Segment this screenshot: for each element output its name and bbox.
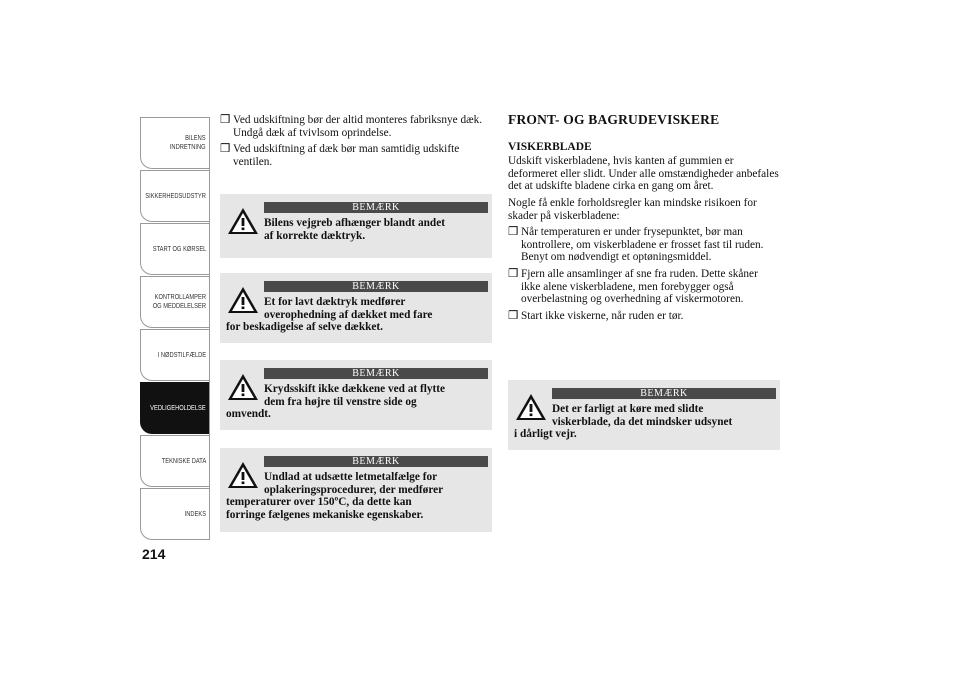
tab-start-og-korsel[interactable]: [140, 223, 210, 275]
tab-label: I NØDSTILFÆLDE: [157, 351, 206, 359]
warning-note-2: BEMÆRK Et for lavt dæktryk medfører overophedning af dækket med fare for beskadigelse af selve dækket.: [220, 273, 492, 343]
list-item: ❒ Når temperaturen er under frysepunktet, bør man kontrollere, om viskerbladene er frosset fast til ruden. Benyt om nødvendigt et optøningsmiddel.: [508, 226, 764, 264]
warning-triangle-icon: [514, 392, 548, 422]
left-column: [220, 114, 492, 172]
tab-bilens-indretning[interactable]: [140, 117, 210, 169]
section-heading: FRONT- OG BAGRUDEVISKERE: [508, 112, 720, 127]
tab-label: KONTROLLAMPER: [154, 294, 206, 301]
list-item: ❒ Start ikke viskerne, når ruden er tør.: [508, 309, 684, 322]
checkbox-bullet-icon: ❒: [508, 267, 519, 280]
page-number: 214: [142, 546, 166, 562]
tab-indeks[interactable]: [140, 488, 210, 540]
checkbox-bullet-icon: ❒: [220, 114, 231, 126]
paragraph: Udskift viskerbladene, hvis kanten af gummien er deformeret eller slidt. Under alle omstændigheder anbefales det at udskifte bladene cirka en gang om året.: [508, 155, 779, 193]
note-header: BEMÆRK: [264, 281, 488, 292]
tab-vedligeholdelse[interactable]: [140, 382, 210, 434]
warning-note-3: BEMÆRK Krydsskift ikke dækkene ved at flytte dem fra højre til venstre side og omvendt.: [220, 360, 492, 430]
tab-label: BILENS: [185, 135, 206, 142]
note-header: BEMÆRK: [552, 388, 776, 399]
tab-tekniske-data[interactable]: [140, 435, 210, 487]
tab-kontrollamper[interactable]: [140, 276, 210, 328]
right-column: [508, 114, 780, 326]
tab-sikkerhedsudstyr[interactable]: [140, 170, 210, 222]
warning-triangle-icon: [226, 206, 260, 236]
list-item: ❒ Fjern alle ansamlinger af sne fra ruden. Dette skåner ikke alene viskerbladene, men forebygger også overbelastning og overhedning af viskermotoren.: [508, 267, 758, 306]
note-header: BEMÆRK: [264, 368, 488, 379]
tab-label: SIKKERHEDSUDSTYR: [145, 192, 206, 200]
warning-note-4: BEMÆRK Undlad at udsætte letmetalfælge for oplakeringsprocedurer, der medfører temperaturer over 150ºC, da dette kan forringe fælgenes mekaniske egenskaber.: [220, 448, 492, 532]
warning-triangle-icon: [226, 285, 260, 315]
warning-triangle-icon: [226, 372, 260, 402]
tab-divider-line: [209, 117, 210, 540]
warning-triangle-icon: [226, 460, 260, 490]
subsection-heading: VISKERBLADE: [508, 140, 592, 153]
paragraph: Nogle få enkle forholdsregler kan mindske risikoen for skader på viskerbladene:: [508, 196, 757, 222]
tab-label: INDEKS: [184, 510, 206, 518]
tab-label: TEKNISKE DATA: [161, 457, 206, 465]
tab-label: OG MEDDELELSER: [152, 303, 206, 310]
tab-label: START OG KØRSEL: [152, 245, 206, 253]
note-header: BEMÆRK: [264, 456, 488, 467]
warning-note-1: BEMÆRK Bilens vejgreb afhænger blandt andet af korrekte dæktryk.: [220, 194, 492, 258]
checkbox-bullet-icon: ❒: [508, 226, 519, 239]
tab-label: INDRETNING: [170, 144, 206, 151]
tab-label: VEDLIGEHOLDELSE: [150, 404, 206, 412]
list-item: ❒ Ved udskiftning af dæk bør man samtidig udskifte ventilen.: [220, 143, 460, 168]
list-item: ❒ Ved udskiftning bør der altid monteres fabriksnye dæk. Undgå dæk af tvivlsom oprindelse.: [220, 114, 483, 139]
note-header: BEMÆRK: [264, 202, 488, 213]
tab-i-nodstilfaelde[interactable]: [140, 329, 210, 381]
checkbox-bullet-icon: ❒: [220, 143, 231, 156]
checkbox-bullet-icon: ❒: [508, 309, 519, 322]
warning-note-wipers: BEMÆRK Det er farligt at køre med slidte viskerblade, da det mindsker udsynet i dårligt vejr.: [508, 380, 780, 450]
